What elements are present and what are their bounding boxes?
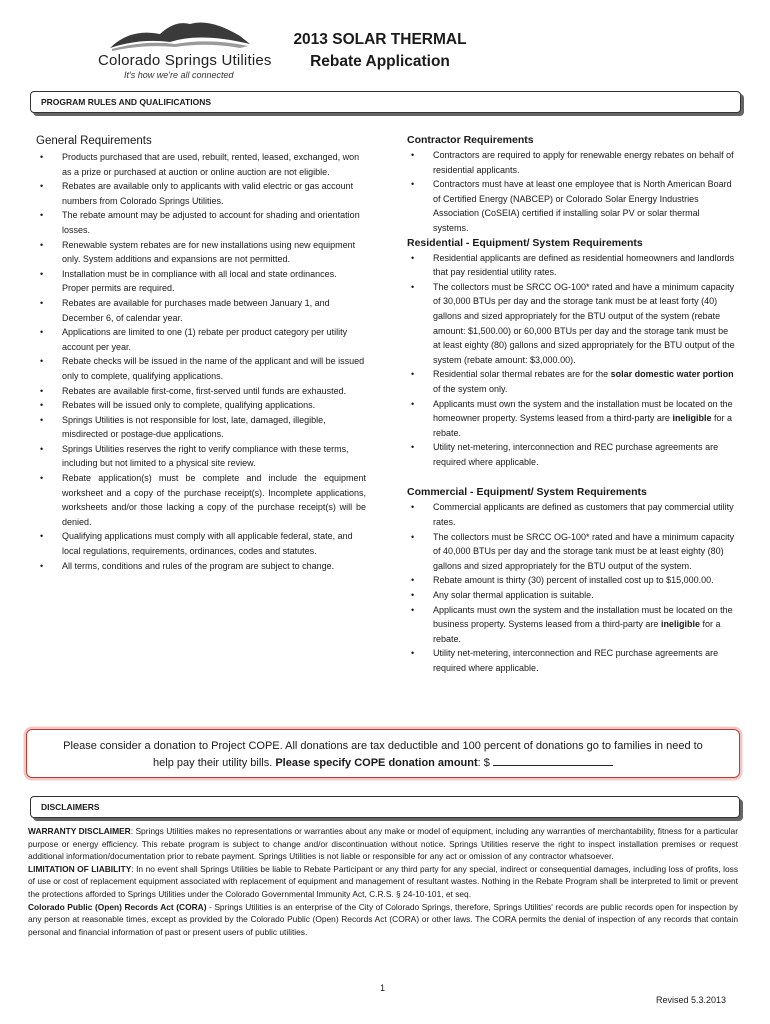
- list-item: • Renewable system rebates are for new installations using new equipment only. System additions and expansions are not permitted.: [36, 238, 366, 267]
- donation-box: [26, 729, 740, 778]
- contractor-list: [407, 148, 737, 236]
- list-item: • Rebate amount is thirty (30) percent of installed cost up to $15,000.00.: [407, 573, 737, 588]
- list-item: • Springs Utilities reserves the right to verify compliance with these terms, including but not limited to a physical site review.: [36, 442, 366, 471]
- right-column: [407, 133, 737, 676]
- list-item: • Commercial applicants are defined as customers that pay commercial utility rates.: [407, 500, 737, 529]
- rules-bar-label: PROGRAM RULES AND QUALIFICATIONS: [41, 97, 211, 107]
- list-item: • Installation must be in compliance with all local and state ordinances. Proper permits are required.: [36, 267, 366, 296]
- cora-notice: Colorado Public (Open) Records Act (CORA) - Springs Utilities is an enterprise of the City of Colorado Springs, therefore, Springs Utilities' records are public records open for inspection by any person at reasonable times, except as provided by the Colorado Public (Open) Records Act (CORA) or other laws. The CORA permits the denial of inspection of any records that contain personal and financial information of past or present users of public utilities.: [28, 901, 738, 937]
- revised-date: Revised 5.3.2013: [656, 995, 727, 1005]
- page-number: 1: [380, 983, 386, 993]
- list-item: • Any solar thermal application is suitable.: [407, 588, 737, 603]
- list-item: • Rebates are available only to applicants with valid electric or gas account numbers from Colorado Springs Utilities.: [36, 179, 366, 208]
- list-item: • The collectors must be SRCC OG-100* rated and have a minimum capacity of 40,000 BTUs per day and the storage tank must be at least eighty (80) gallons and sized appropriately for the BTU output of the system.: [407, 530, 737, 574]
- residential-list: [407, 251, 737, 470]
- list-item: • Residential applicants are defined as residential homeowners and landlords that pay residential utility rates.: [407, 251, 737, 280]
- list-item: • Contractors are required to apply for renewable energy rebates on behalf of residential applicants.: [407, 148, 737, 177]
- commercial-list: [407, 500, 737, 675]
- title-line-1: 2013 SOLAR THERMAL: [293, 31, 467, 48]
- liability-limitation: LIMITATION OF LIABILITY: In no event shall Springs Utilities be liable to Rebate Participant or any third party for any special, indirect or consequential damages, including loss of profits, loss of use or cost of replacement equipment associated with replacement of equipment and management of resultant wastes. Nothing in the Rebate Program shall be interpreted to limit or prevent the protections afforded to Springs Utilities under the Colorado Governmental Immunity Act, C.R.S. § 24-10-101, et seq.: [28, 863, 739, 899]
- mountain-logo-icon: [90, 18, 260, 52]
- commercial-heading: Commercial - Equipment/ System Requirements: [407, 486, 647, 499]
- list-item: • The collectors must be SRCC OG-100* rated and have a minimum capacity of 30,000 BTUs per day and the storage tank must be at least forty (40) gallons and sized appropriately for the BTU output of the system (rebate amount: $1,500.00) or 60,000 BTUs per day and the storage tank must be at least eighty (80) gallons and sized appropriately for the BTU output of the system (rebate amount: $3,000.00).: [407, 280, 737, 368]
- general-heading: General Requirements: [36, 135, 152, 147]
- list-item: • Residential solar thermal rebates are for the solar domestic water portion of the system only.: [407, 367, 737, 396]
- list-item: • Rebate checks will be issued in the name of the applicant and will be issued only to complete, qualifying applications.: [36, 354, 366, 383]
- logo: [90, 18, 272, 80]
- warranty-disclaimer: WARRANTY DISCLAIMER: Springs Utilities makes no representations or warranties about any make or model of equipment, including any warranties of merchantability, fitness for a particular purpose or energy efficiency. This rebate program is subject to change and/or discontinuation without notice. Springs Utilities reserve the right to inspect installation premises or request additional information/documentation prior to rebate payment. Springs Utilities is not liable or responsible for any act or omission of any contractor whatsoever.: [28, 826, 738, 862]
- contractor-heading: Contractor Requirements: [407, 134, 534, 146]
- list-item: • Applicants must own the system and the installation must be located on the homeowner property. Systems leased from a third-party are ineligible for a rebate.: [407, 397, 737, 441]
- list-item: • Utility net-metering, interconnection and REC purchase agreements are required where applicable.: [407, 646, 737, 675]
- page-title: [290, 29, 470, 73]
- list-item: • Utility net-metering, interconnection and REC purchase agreements are required where applicable.: [407, 440, 737, 469]
- list-item: • Rebates will be issued only to complete, qualifying applications.: [36, 398, 366, 413]
- org-name: Colorado Springs Utilities: [98, 52, 272, 69]
- disclaimers-text: [28, 825, 738, 938]
- donation-line-2: help pay their utility bills. Please specify COPE donation amount: $: [27, 755, 739, 772]
- title-line-2: Rebate Application: [310, 53, 450, 70]
- list-item: • Qualifying applications must comply with all applicable federal, state, and local regulations, requirements, ordinances, codes and statutes.: [36, 529, 366, 558]
- residential-heading: Residential - Equipment/ System Requirements: [407, 236, 643, 249]
- list-item: • Products purchased that are used, rebuilt, rented, leased, exchanged, won as a prize or purchased at auction or online auction are not eligible.: [36, 150, 366, 179]
- general-list: [36, 150, 366, 573]
- list-item: • Rebate application(s) must be complete and include the equipment worksheet and a copy of the purchase receipt(s). Incomplete applications, worksheets and/or those lacking a copy of the purchase receipt(s) will be denied.: [36, 471, 366, 529]
- disclaimers-bar-label: DISCLAIMERS: [41, 802, 100, 812]
- donation-amount-field[interactable]: [493, 755, 613, 766]
- list-item: • Applications are limited to one (1) rebate per product category per utility account per year.: [36, 325, 366, 354]
- list-item: • Springs Utilities is not responsible for lost, late, damaged, illegible, misdirected or postage-due applications.: [36, 413, 366, 442]
- list-item: • Contractors must have at least one employee that is North American Board of Certified Energy (NABCEP) or Colorado Solar Energy Industries Association (CoSEIA) certified if installing solar PV or solar thermal systems.: [407, 177, 737, 235]
- list-item: • Applicants must own the system and the installation must be located on the business property. Systems leased from a third-party are ineligible for a rebate.: [407, 603, 737, 647]
- list-item: • All terms, conditions and rules of the program are subject to change.: [36, 559, 366, 574]
- donation-line-1: Please consider a donation to Project COPE. All donations are tax deductible and 100 percent of donations go to families in need to: [63, 740, 703, 752]
- tagline: It's how we're all connected: [124, 70, 234, 80]
- general-requirements: [36, 133, 366, 573]
- list-item: • Rebates are available first-come, first-served until funds are exhausted.: [36, 384, 366, 399]
- list-item: • The rebate amount may be adjusted to account for shading and orientation losses.: [36, 208, 366, 237]
- disclaimers-section-bar: [30, 796, 740, 818]
- rules-section-bar: [30, 91, 741, 113]
- list-item: • Rebates are available for purchases made between January 1, and December 6, of calendar year.: [36, 296, 366, 325]
